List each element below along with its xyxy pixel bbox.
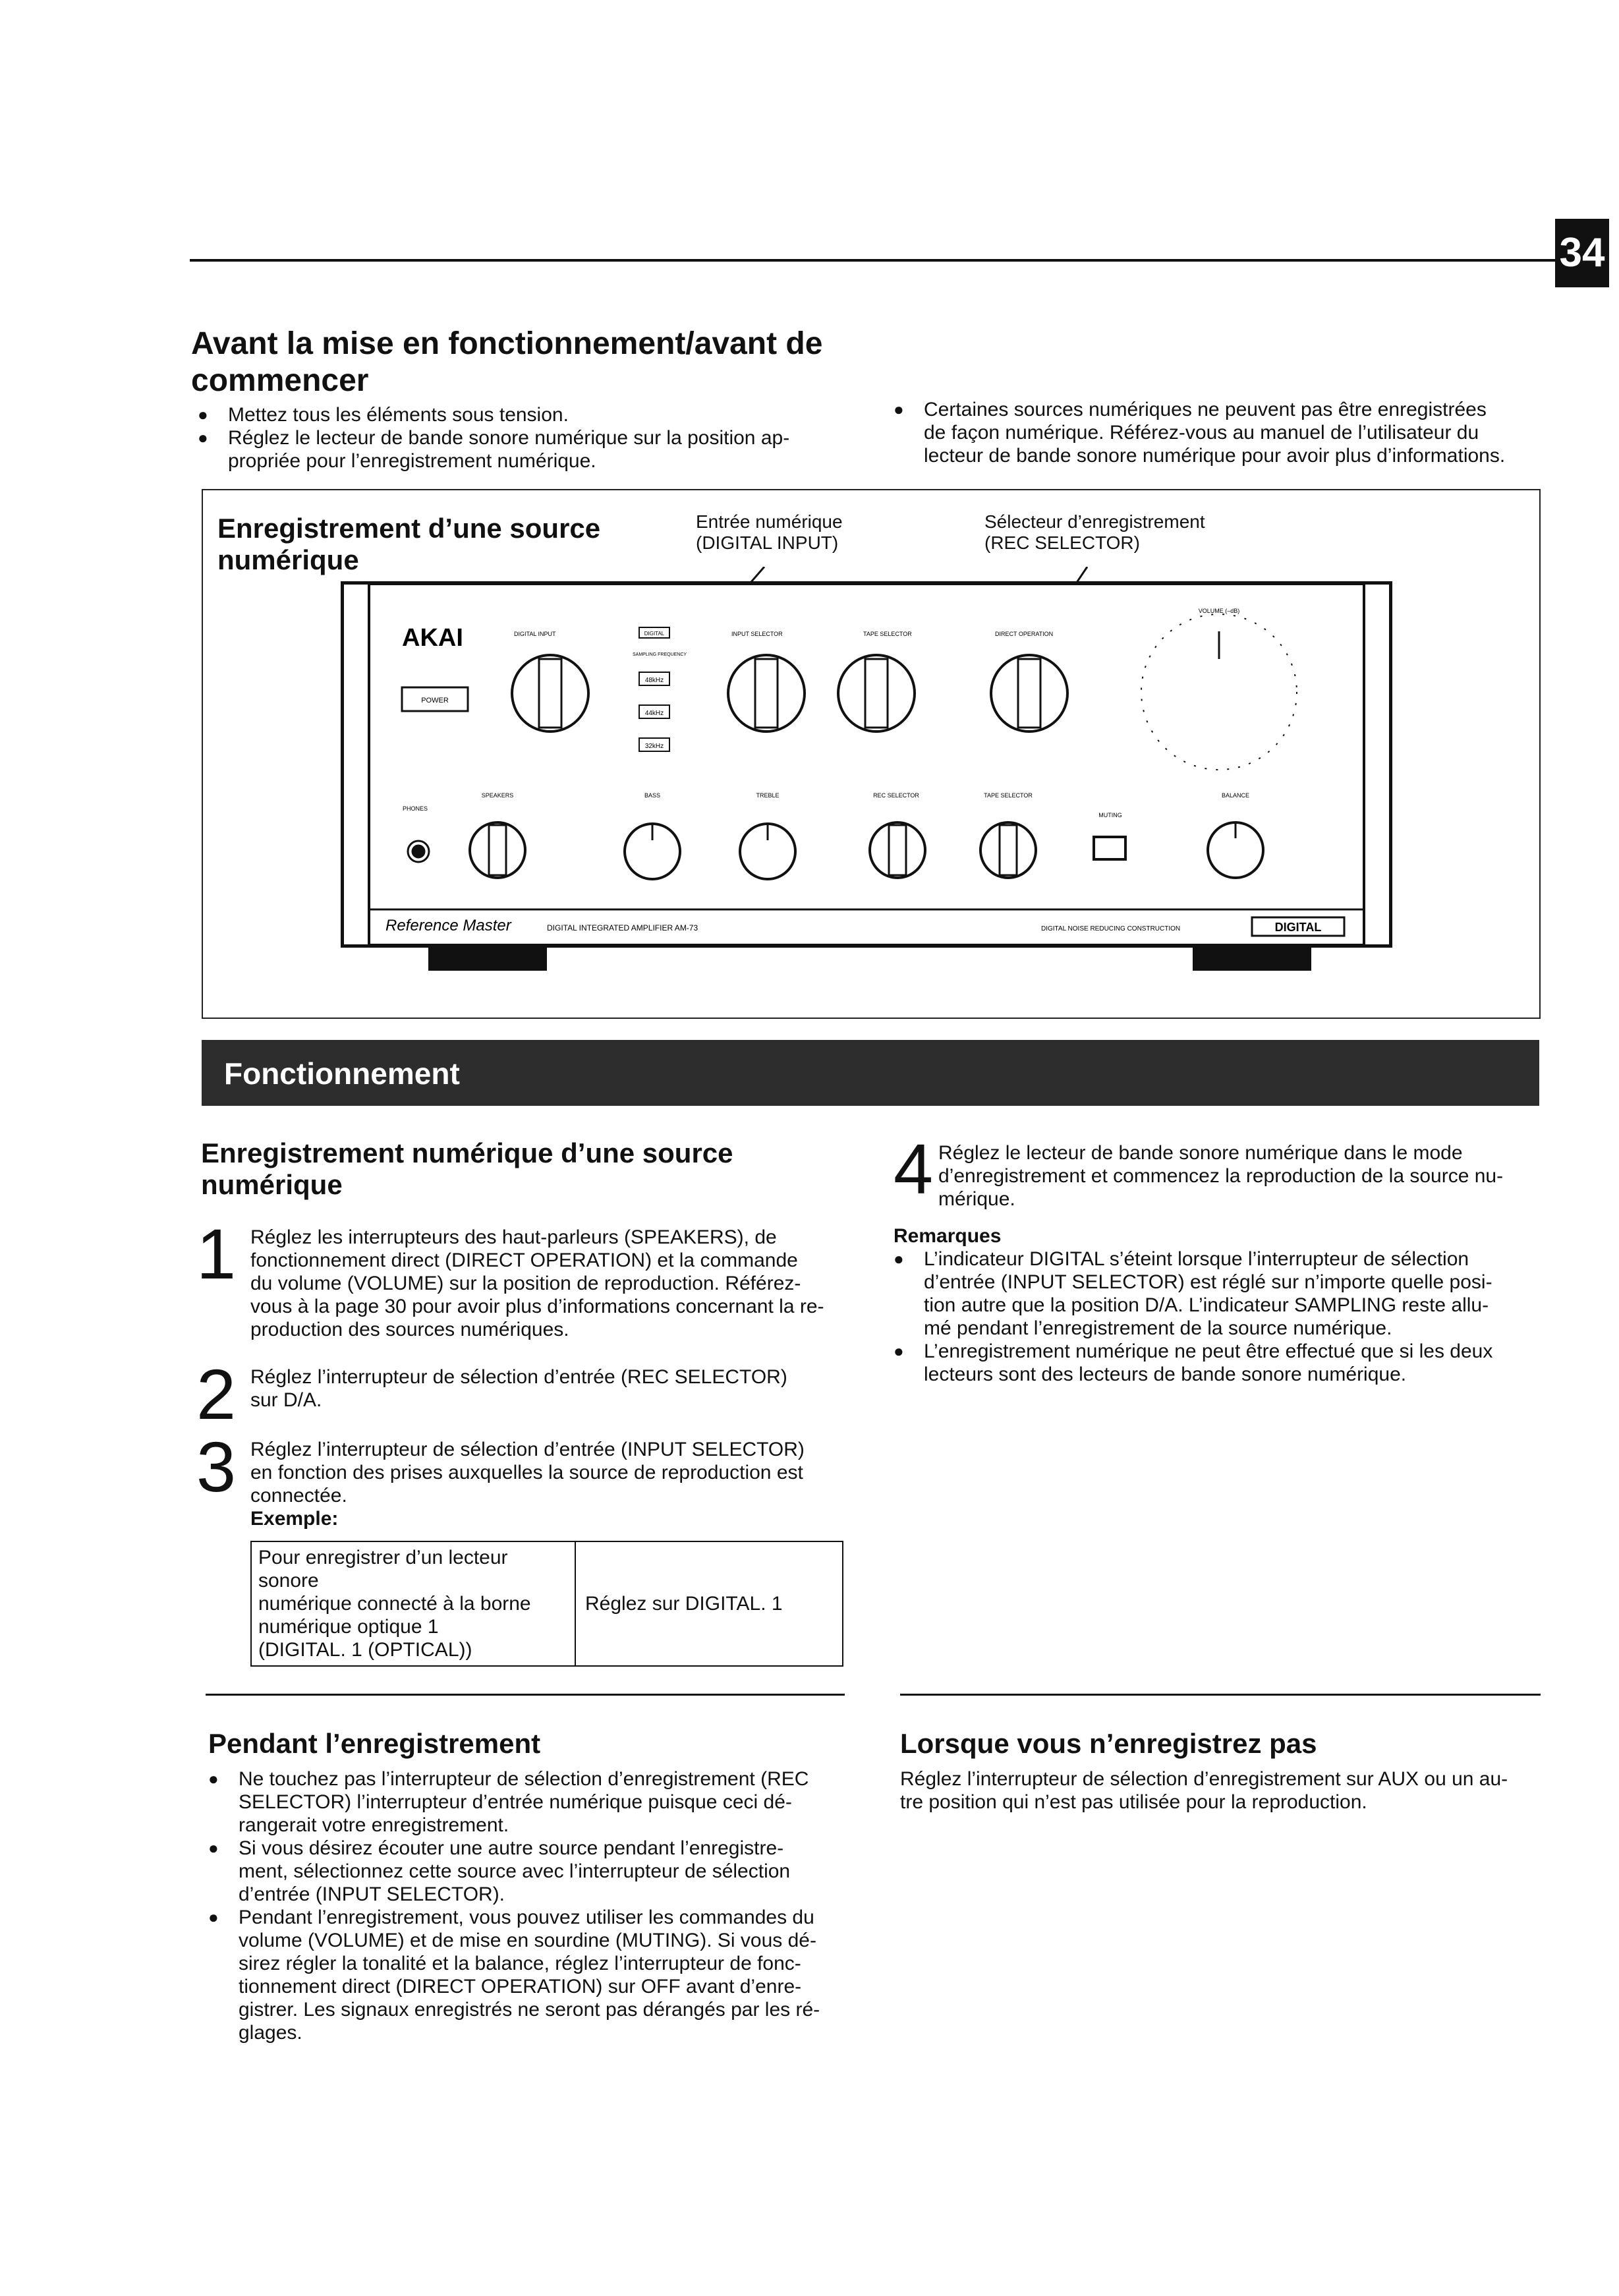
intro-bullet-line: ● Certaines sources numériques ne peuvent pas être enregistrées [924, 399, 1487, 420]
remark-line: d’entrée (INPUT SELECTOR) est réglé sur n’importe quelle posi- [924, 1271, 1492, 1293]
table-row [251, 1541, 843, 1666]
digital-input-knob [512, 655, 588, 732]
step-line: Réglez l’interrupteur de sélection d’entrée (REC SELECTOR) [250, 1366, 787, 1388]
section-banner-title: Fonctionnement [224, 1056, 460, 1091]
intro-bullet [198, 426, 843, 473]
during-line: gistrer. Les signaux enregistrés ne seront pas dérangés par les ré- [239, 1999, 820, 2021]
amp-brand: AKAI [402, 624, 463, 652]
during-line: ● Ne touchez pas l’interrupteur de sélection d’enregistrement (REC [239, 1768, 809, 1790]
left-col-title-line1: Enregistrement numérique d’une source [201, 1137, 733, 1168]
label-treble: TREBLE [756, 792, 780, 799]
top-rule [190, 259, 1560, 262]
remarks-title: Remarques [894, 1225, 1002, 1247]
during-line: ● Pendant l’enregistrement, vous pouvez utiliser les commandes du [239, 1907, 814, 1928]
callout-rec-selector-line2: (REC SELECTOR) [984, 532, 1140, 553]
step-line: Réglez les interrupteurs des haut-parleurs (SPEAKERS), de [250, 1226, 777, 1248]
step-number: 2 [196, 1354, 237, 1434]
during-bullets [208, 1767, 861, 2044]
freq-48-label: 48kHz [644, 677, 664, 684]
left-col-title [201, 1137, 860, 1201]
callout-rec-selector [984, 511, 1205, 554]
intro-right-bullets [894, 398, 1552, 467]
during-line: rangerait votre enregistrement. [239, 1814, 509, 1836]
intro-title-line1: Avant la mise en fonctionnement/avant de [191, 326, 823, 361]
during-line: ment, sélectionnez cette source avec l’interrupteur de sélection [239, 1860, 791, 1882]
not-recording-text [900, 1767, 1546, 1814]
section-banner [202, 1040, 1539, 1106]
label-digital-input: DIGITAL INPUT [514, 631, 556, 637]
step-line: connectée. [250, 1485, 347, 1507]
intro-bullet-line: propriée pour l’enregistrement numérique. [228, 450, 596, 472]
step-line: fonctionnement direct (DIRECT OPERATION) et la commande [250, 1249, 798, 1271]
tape-selector-2-knob [980, 822, 1036, 878]
amp-side-right [1364, 583, 1390, 946]
step-line: sur D/A. [250, 1389, 322, 1411]
intro-bullet-line: ● Mettez tous les éléments sous tension. [228, 404, 569, 426]
balance-knob [1208, 822, 1263, 878]
step-line: Réglez l’interrupteur de sélection d’entrée (INPUT SELECTOR) [250, 1439, 805, 1460]
step-number: 1 [196, 1214, 237, 1294]
label-tape-selector-2: TAPE SELECTOR [984, 792, 1033, 799]
intro-bullet-line: lecteur de bande sonore numérique pour avoir plus d’informations. [924, 445, 1506, 467]
muting-button [1094, 837, 1125, 859]
intro-title [191, 326, 982, 399]
label-balance: BALANCE [1221, 792, 1250, 799]
during-line: ● Si vous désirez écouter une autre source pendant l’enregistre- [239, 1837, 784, 1859]
remark-bullet [894, 1248, 1546, 1340]
during-bullet [208, 1837, 861, 1906]
example-label: Exemple: [250, 1508, 339, 1530]
remarks [894, 1224, 1546, 1386]
speakers-knob [470, 822, 525, 878]
tape-selector-knob [838, 655, 915, 732]
amp-side-left [343, 583, 369, 946]
step-line: du volume (VOLUME) sur la position de reproduction. Référez- [250, 1273, 801, 1294]
power-label: POWER [421, 697, 449, 704]
not-recording-line: Réglez l’interrupteur de sélection d’enregistrement sur AUX ou un au- [900, 1768, 1508, 1790]
remark-line: mé pendant l’enregistrement de la source numérique. [924, 1317, 1392, 1339]
not-recording-line: tre position qui n’est pas utilisée pour la reproduction. [900, 1791, 1367, 1813]
example-right-cell: Réglez sur DIGITAL. 1 [575, 1541, 843, 1666]
label-tape-selector: TAPE SELECTOR [863, 631, 912, 637]
remark-line: ● L’indicateur DIGITAL s’éteint lorsque l’interrupteur de sélection [924, 1248, 1469, 1270]
phones-jack [408, 841, 429, 862]
label-rec-selector: REC SELECTOR [873, 792, 919, 799]
step-line: d’enregistrement et commencez la reproduction de la source nu- [938, 1165, 1504, 1187]
step-line: vous à la page 30 pour avoir plus d’informations concernant la re- [250, 1296, 824, 1317]
reference-master-logo: Reference Master [385, 917, 511, 934]
step-text [250, 1438, 870, 1530]
step-line: en fonction des prises auxquelles la source de reproduction est [250, 1462, 803, 1483]
amplifier-illustration [329, 567, 1404, 989]
example-table [250, 1541, 843, 1667]
example-left-line: numérique connecté à la borne [258, 1593, 531, 1615]
callout-digital-input-line2: (DIGITAL INPUT) [696, 532, 839, 553]
label-input-selector: INPUT SELECTOR [731, 631, 783, 637]
during-line: SELECTOR) l’interrupteur d’entrée numérique puisque ceci dé- [239, 1791, 792, 1813]
intro-bullet [198, 403, 843, 426]
direct-operation-knob [991, 655, 1067, 732]
amp-foot-left [428, 947, 547, 971]
rec-selector-knob [870, 822, 925, 878]
example-left-line: numérique optique 1 [258, 1616, 439, 1638]
remark-bullet [894, 1340, 1546, 1386]
label-direct-operation: DIRECT OPERATION [995, 631, 1054, 637]
left-col-title-line2: numérique [201, 1169, 343, 1200]
model-label: DIGITAL INTEGRATED AMPLIFIER AM-73 [547, 923, 698, 933]
during-bullet [208, 1906, 861, 2044]
input-selector-knob [728, 655, 805, 732]
amp-foot-right [1193, 947, 1311, 971]
during-line: volume (VOLUME) et de mise en sourdine (MUTING). Si vous dé- [239, 1930, 816, 1951]
step4-text [938, 1141, 1545, 1211]
during-rule [206, 1694, 845, 1696]
freq-44-label: 44kHz [644, 710, 664, 717]
example-left-cell [251, 1541, 575, 1666]
label-bass: BASS [644, 792, 661, 799]
step-text [250, 1226, 870, 1341]
during-line: sirez régler la tonalité et la balance, réglez l’interrupteur de fonc- [239, 1953, 801, 1974]
label-sampling: SAMPLING FREQUENCY [633, 652, 687, 657]
step-line: mérique. [938, 1188, 1015, 1210]
step-line: production des sources numériques. [250, 1319, 569, 1340]
volume-knob [1141, 614, 1297, 770]
callout-digital-input [696, 511, 843, 554]
during-title: Pendant l’enregistrement [208, 1728, 541, 1759]
freq-32-label: 32kHz [644, 743, 664, 750]
figure-title-line1: Enregistrement d’une source [217, 513, 601, 544]
step-line: Réglez le lecteur de bande sonore numérique dans le mode [938, 1142, 1463, 1164]
figure-title-line2: numérique [217, 544, 359, 575]
intro-bullet-line: de façon numérique. Référez-vous au manuel de l’utilisateur du [924, 422, 1479, 444]
callout-rec-selector-line1: Sélecteur d’enregistrement [984, 511, 1205, 532]
callout-digital-input-line1: Entrée numérique [696, 511, 843, 532]
not-recording-rule [900, 1694, 1541, 1696]
label-volume: VOLUME (–dB) [1198, 608, 1240, 614]
during-line: d’entrée (INPUT SELECTOR). [239, 1883, 505, 1905]
treble-knob [740, 824, 795, 879]
remark-line: lecteurs sont des lecteurs de bande sonore numérique. [924, 1363, 1407, 1385]
intro-title-line2: commencer [191, 363, 369, 398]
intro-left-bullets [198, 403, 843, 473]
during-line: glages. [239, 2022, 302, 2044]
step-number: 4 [894, 1129, 934, 1209]
bass-knob [625, 824, 680, 879]
example-left-line: (DIGITAL. 1 (OPTICAL)) [258, 1639, 472, 1661]
during-bullet [208, 1767, 861, 1837]
noise-reduction-label: DIGITAL NOISE REDUCING CONSTRUCTION [1041, 925, 1181, 933]
intro-bullet-line: ● Réglez le lecteur de bande sonore numérique sur la position ap- [228, 427, 790, 449]
label-muting: MUTING [1098, 812, 1122, 818]
digital-logo: DIGITAL [1274, 921, 1322, 934]
not-recording-title: Lorsque vous n’enregistrez pas [900, 1728, 1317, 1759]
label-speakers: SPEAKERS [481, 792, 514, 799]
remark-line: tion autre que la position D/A. L’indicateur SAMPLING reste allu- [924, 1294, 1489, 1316]
label-phones: PHONES [402, 805, 428, 812]
step-text [250, 1365, 870, 1412]
page-number-badge: 34 [1555, 219, 1609, 287]
step-number: 3 [196, 1427, 237, 1507]
example-left-line: Pour enregistrer d’un lecteur sonore [258, 1547, 508, 1592]
digital-indicator-label: DIGITAL [644, 631, 665, 637]
remark-line: ● L’enregistrement numérique ne peut être effectué que si les deux [924, 1340, 1493, 1362]
during-line: tionnement direct (DIRECT OPERATION) sur OFF avant d’enre- [239, 1976, 802, 1997]
intro-bullet [894, 398, 1552, 467]
